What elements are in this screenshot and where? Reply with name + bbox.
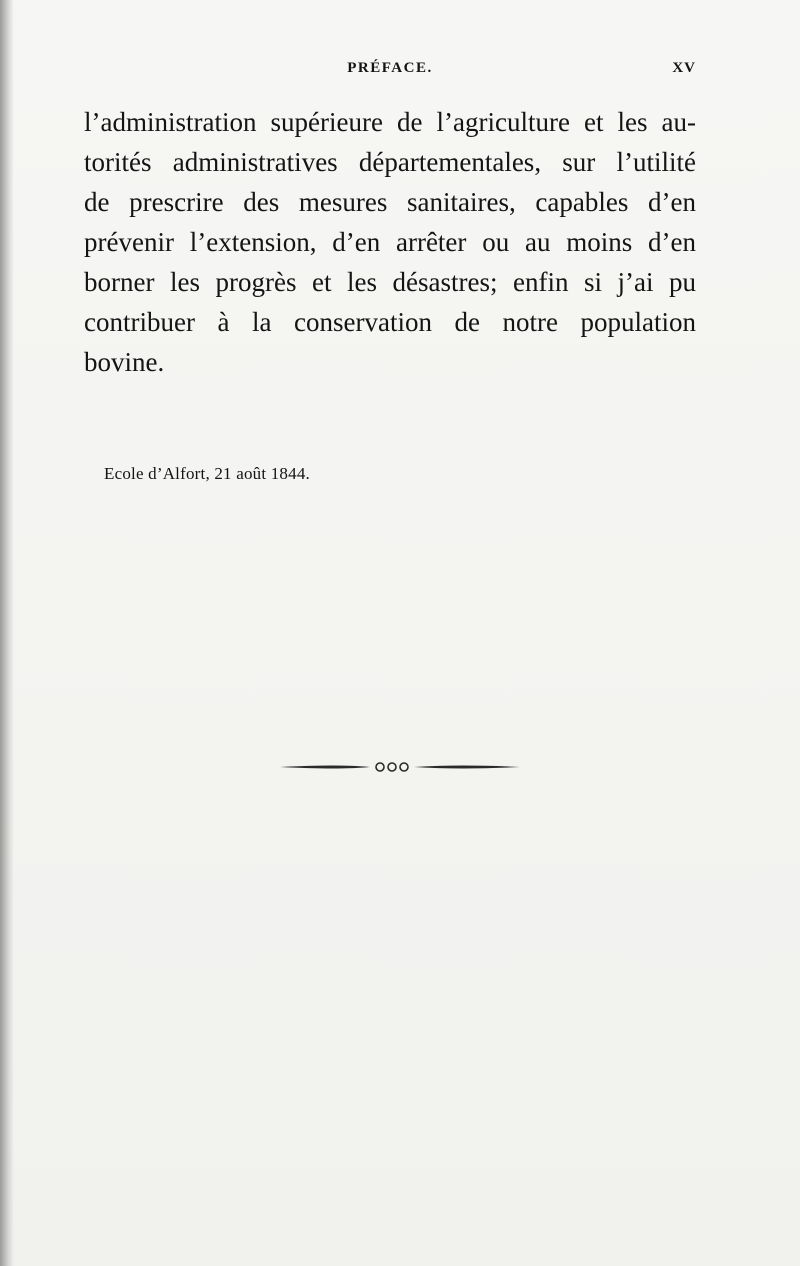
closing-ornament	[280, 760, 520, 774]
text-line: bovine.	[84, 347, 165, 377]
page-number: XV	[672, 60, 696, 76]
signature-place-date: Ecole d’Alfort, 21 août 1844.	[104, 464, 310, 483]
page-edge-shadow	[0, 0, 14, 1266]
text-line: l’administration supérieure de l’agriculture et les au-	[84, 107, 696, 137]
text-line: torités administratives départementales, sur l’utilité	[84, 147, 696, 177]
text-line: contribuer à la conservation de notre population	[84, 307, 696, 337]
running-head	[84, 60, 696, 84]
text-line: prévenir l’extension, d’en arrêter ou au moins d’en	[84, 227, 696, 257]
text-line: de prescrire des mesures sanitaires, capables d’en	[84, 187, 696, 217]
running-title: PRÉFACE.	[347, 60, 433, 76]
body-paragraph	[84, 102, 696, 382]
text-line: borner les progrès et les désastres; enfin si j’ai pu	[84, 267, 696, 297]
